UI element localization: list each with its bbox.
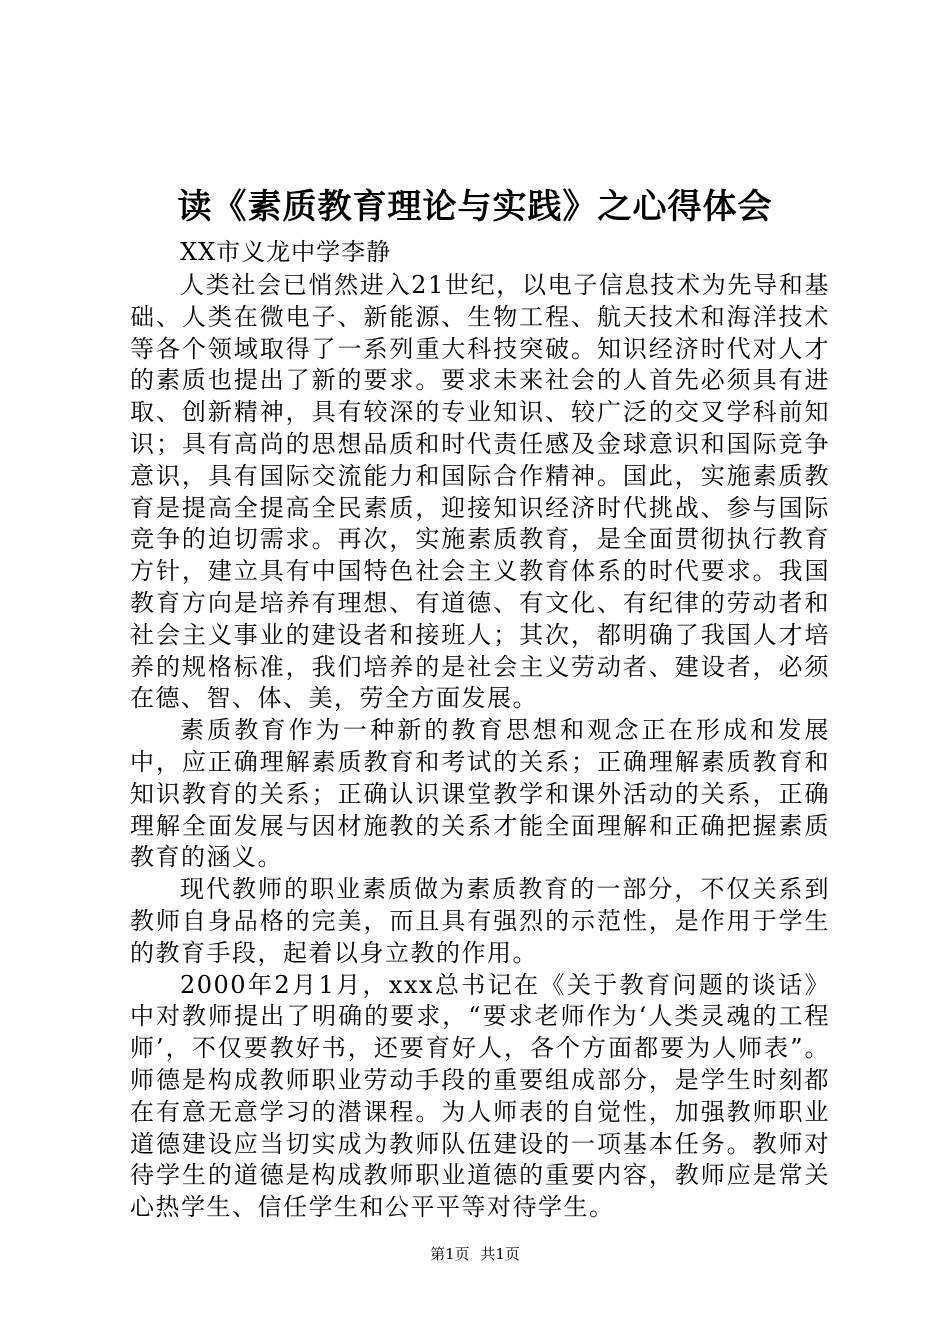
paragraph: 素质教育作为一种新的教育思想和观念正在形成和发展中，应正确理解素质教育和考试的关系；正确理解素质教育和知识教育的关系；正确认识课堂教学和课外活动的关系，正确理解全面发展与因材施教的关系才能全面理解和正确把握素质教育的涵义。	[130, 716, 830, 872]
page-total: 共1页	[480, 1245, 520, 1263]
paragraph: 2000年2月1月，xxx总书记在《关于教育问题的谈话》中对教师提出了明确的要求，“要求老师作为‘人类灵魂的工程师’，不仅要教好书，还要育好人，各个方面都要为人师表”。师德是构成教师职业劳动手段的重要组成部分，是学生时刻都在有意无意学习的潜课程。为人师表的自觉性，加强教师职业道德建设应当切实成为教师队伍建设的一项基本任务。教师对待学生的道德是构成教师职业道德的重要内容，教师应是常关心热学生、信任学生和公平平等对待学生。	[130, 970, 830, 1222]
document-body	[130, 270, 830, 1224]
paragraph: 人类社会已悄然进入21世纪，以电子信息技术为先导和基础、人类在微电子、新能源、生物工程、航天技术和海洋技术等各个领域取得了一系列重大科技突破。知识经济时代对人才的素质也提出了新的要求。要求未来社会的人首先必须具有进取、创新精神，具有较深的专业知识、较广泛的交叉学科前知识；具有高尚的思想品质和时代责任感及金球意识和国际竞争意识，具有国际交流能力和国际合作精神。国此，实施素质教育是提高全提高全民素质，迎接知识经济时代挑战、参与国际竞争的迫切需求。再次，实施素质教育，是全面贯彻执行教育方针，建立具有中国特色社会主义教育体系的时代要求。我国教育方向是培养有理想、有道德、有文化、有纪律的劳动者和社会主义事业的建设者和接班人；其次，都明确了我国人才培养的规格标准，我们培养的是社会主义劳动者、建设者，必须在德、智、体、美，劳全方面发展。	[130, 271, 830, 713]
page-footer	[0, 1244, 950, 1264]
document-title: 读《素质教育理论与实践》之心得体会	[177, 187, 773, 227]
page-number: 第1页	[430, 1245, 470, 1263]
author-line: XX市义龙中学李静	[180, 238, 392, 266]
paragraph: 现代教师的职业素质做为素质教育的一部分，不仅关系到教师自身品格的完美，而且具有强烈的示范性，是作用于学生的教育手段，起着以身立教的作用。	[130, 875, 830, 967]
